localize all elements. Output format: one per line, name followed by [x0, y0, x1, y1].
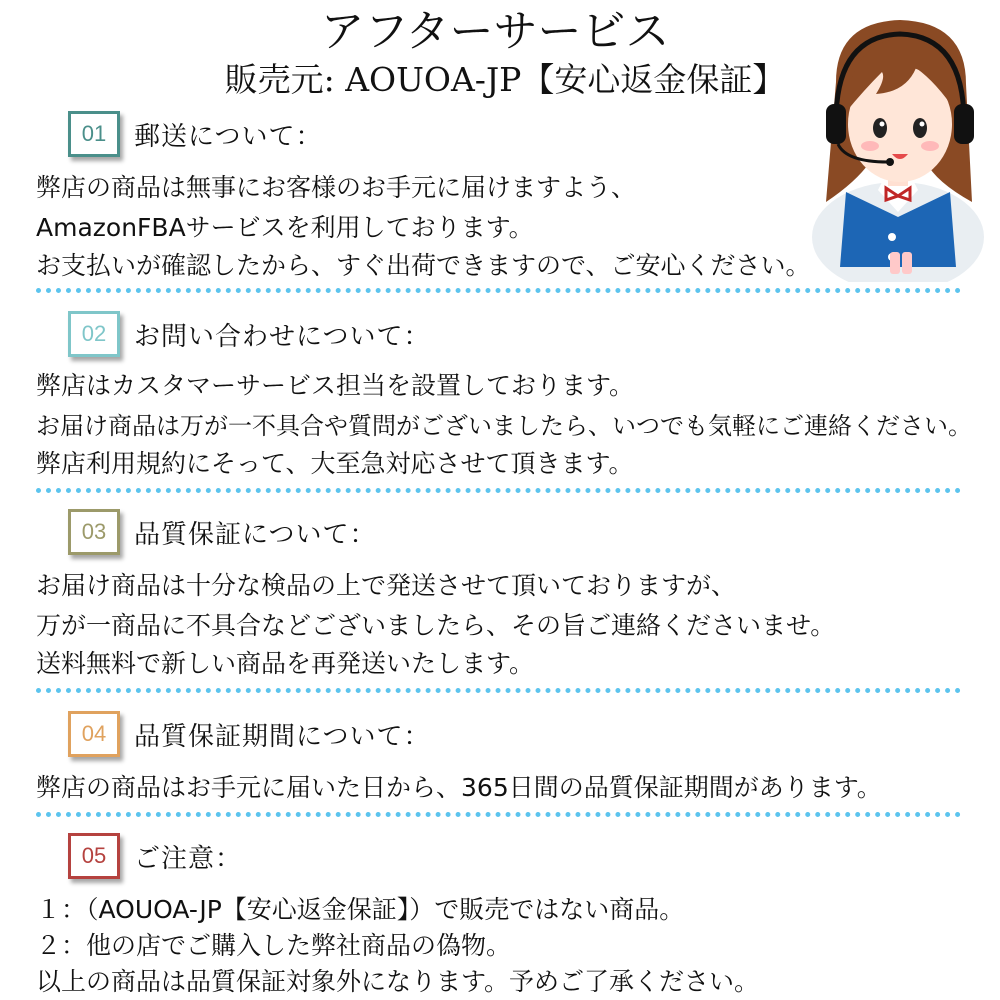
section-number-badge: 03 — [68, 509, 120, 555]
section-title: 品質保証について： — [134, 519, 377, 550]
section-text-line: お届け商品は十分な検品の上で発送させて頂いておりますが、 — [36, 571, 737, 600]
dotted-divider — [36, 288, 961, 293]
section-text-line: 弊店の商品は無事にお客様のお手元に届けますよう、 — [36, 173, 637, 202]
section-header-shipping — [68, 110, 322, 158]
section-text-line: お支払いが確認したから、すぐ出荷できますので、ご安心ください。 — [36, 251, 811, 280]
section-number-badge: 02 — [68, 311, 120, 357]
section-number-badge: 05 — [68, 833, 120, 879]
section-text-line: 以上の商品は品質保証対象外になります。予めご了承ください。 — [36, 967, 760, 996]
section-header-inquiries — [68, 310, 430, 358]
section-header-notes — [68, 832, 242, 880]
section-title: 郵送について： — [134, 121, 323, 152]
section-header-warranty-period — [68, 710, 430, 758]
section-text-line: 弊店の商品はお手元に届いた日から、365日間の品質保証期間があります。 — [36, 773, 882, 802]
dotted-divider — [36, 488, 961, 493]
page-title: アフターサービス — [320, 6, 670, 57]
section-title: ご注意： — [134, 843, 243, 874]
section-text-line: AmazonFBAサービスを利用しております。 — [36, 213, 534, 242]
section-number-badge: 04 — [68, 711, 120, 757]
seller-subtitle: 販売元: AOUOA-JP【安心返金保証】 — [224, 60, 786, 99]
dotted-divider — [36, 688, 961, 693]
section-text-line: ２：他の店でご購入した弊社商品の偽物。 — [36, 931, 512, 960]
section-text-line: １：（AOUOA-JP【安心返金保証】）で販売ではない商品。 — [36, 895, 685, 924]
section-text-line: 弊店はカスタマーサービス担当を設置しております。 — [36, 371, 635, 400]
section-number-badge: 01 — [68, 111, 120, 157]
section-text-line: 万が一商品に不具合などございましたら、その旨ご連絡くださいませ。 — [36, 611, 836, 640]
customer-service-operator-illustration — [806, 12, 994, 282]
section-text-line: 送料無料で新しい商品を再発送いたします。 — [36, 649, 535, 678]
section-title: 品質保証期間について： — [134, 721, 431, 752]
section-header-quality-guarantee — [68, 508, 376, 556]
section-title: お問い合わせについて： — [134, 321, 431, 352]
dotted-divider — [36, 812, 961, 817]
section-text-line: お届け商品は万が一不具合や質問がございましたら、いつでも気軽にご連絡ください。 — [36, 412, 972, 440]
section-text-line: 弊店利用規約にそって、大至急対応させて頂きます。 — [36, 449, 634, 478]
